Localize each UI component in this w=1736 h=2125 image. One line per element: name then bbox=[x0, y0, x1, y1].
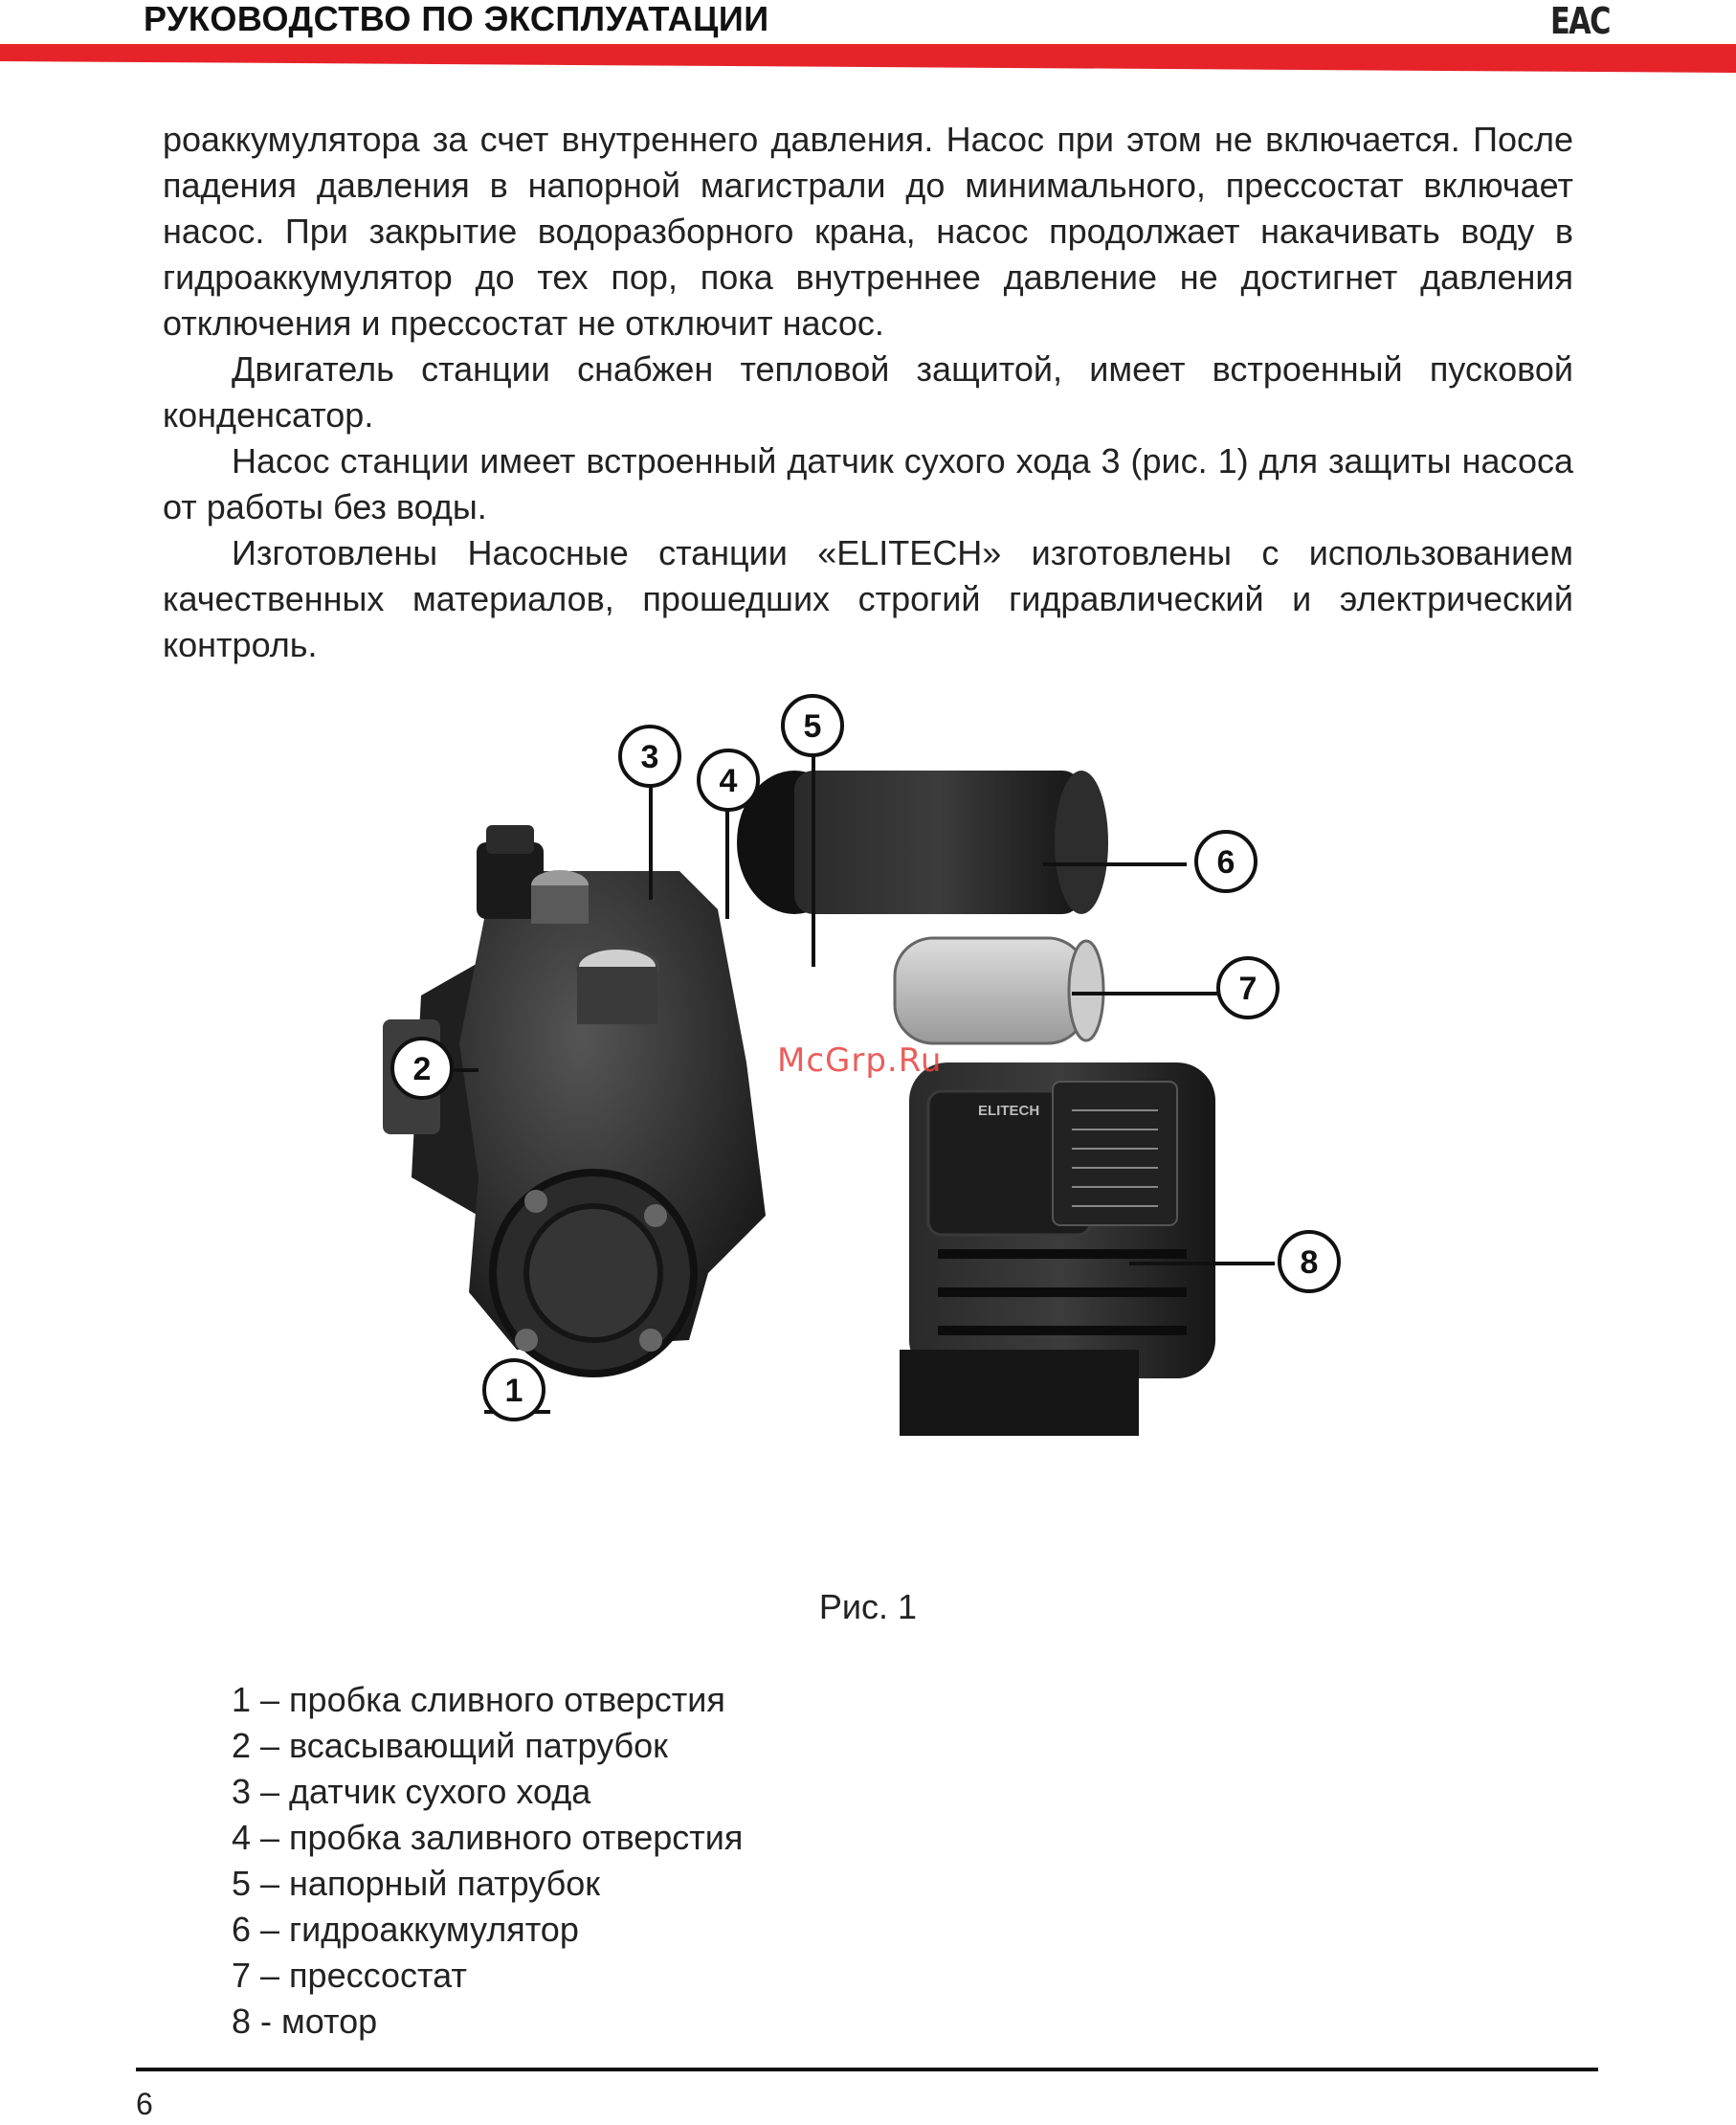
watermark-text: McGrp.Ru bbox=[777, 1041, 943, 1080]
legend-item: 5 – напорный патрубок bbox=[232, 1864, 600, 1903]
callout-label: 1 bbox=[504, 1373, 523, 1409]
callout-1 bbox=[484, 1360, 544, 1420]
callout-8 bbox=[1280, 1232, 1339, 1291]
body-text bbox=[163, 117, 1573, 668]
callout-3 bbox=[620, 727, 679, 786]
callout-6 bbox=[1196, 832, 1256, 891]
callout-7 bbox=[1218, 958, 1278, 1018]
callout-label: 8 bbox=[1300, 1244, 1319, 1281]
legend-item: 1 – пробка сливного отверстия bbox=[232, 1680, 725, 1719]
pump-station-illustration bbox=[364, 680, 1359, 1541]
callout-5 bbox=[783, 696, 842, 755]
legend-item: 6 – гидроаккумулятор bbox=[232, 1910, 579, 1949]
paragraph: Изготовлены Насосные станции «ELITECH» изготовлены с использованием качественных материалов, прошедших строгий гидравлический и электрический контроль. bbox=[163, 533, 1573, 664]
page-header-title: РУКОВОДСТВО ПО ЭКСПЛУАТАЦИИ bbox=[144, 0, 769, 38]
header-accent-bar bbox=[0, 44, 1736, 73]
callout-label: 6 bbox=[1216, 844, 1235, 881]
callout-label: 7 bbox=[1238, 971, 1257, 1007]
legend-item: 2 – всасывающий патрубок bbox=[232, 1726, 668, 1765]
figure-legend bbox=[232, 1677, 743, 2045]
legend-item: 8 - мотор bbox=[232, 2002, 378, 2041]
pump-station-figure bbox=[364, 680, 1359, 1541]
legend-item: 3 – датчик сухого хода bbox=[232, 1772, 591, 1811]
legend-item: 7 – прессостат bbox=[232, 1956, 467, 1995]
figure-caption: Рис. 1 bbox=[818, 1587, 918, 1626]
callout-4 bbox=[699, 750, 758, 810]
page-number: 6 bbox=[136, 2087, 153, 2121]
callout-label: 4 bbox=[719, 763, 738, 799]
callout-2 bbox=[392, 1039, 452, 1098]
eac-mark-icon: ЕАС bbox=[1550, 0, 1610, 42]
legend-item: 4 – пробка заливного отверстия bbox=[232, 1818, 744, 1857]
callout-label: 2 bbox=[412, 1051, 432, 1087]
device-brand-label: ELITECH bbox=[978, 1103, 1040, 1119]
paragraph: Двигатель станции снабжен тепловой защитой, имеет встроенный пусковой конденсатор. bbox=[163, 349, 1573, 435]
paragraph: роаккумулятора за счет внутреннего давления. Насос при этом не включается. После падения давления в напорной магистрали до минимального, прессостат включает насос. При закрытие водоразборного крана, насос продолжает накачивать воду в гидроаккумулятор до тех пор, пока внутреннее давление не достигнет давления отключения и прессостат не отключит насос. bbox=[163, 120, 1573, 343]
paragraph: Насос станции имеет встроенный датчик сухого хода 3 (рис. 1) для защиты насоса от работы без воды. bbox=[163, 441, 1573, 526]
callout-label: 3 bbox=[640, 739, 659, 775]
callout-label: 5 bbox=[803, 708, 822, 745]
footer-divider bbox=[136, 2068, 1598, 2071]
